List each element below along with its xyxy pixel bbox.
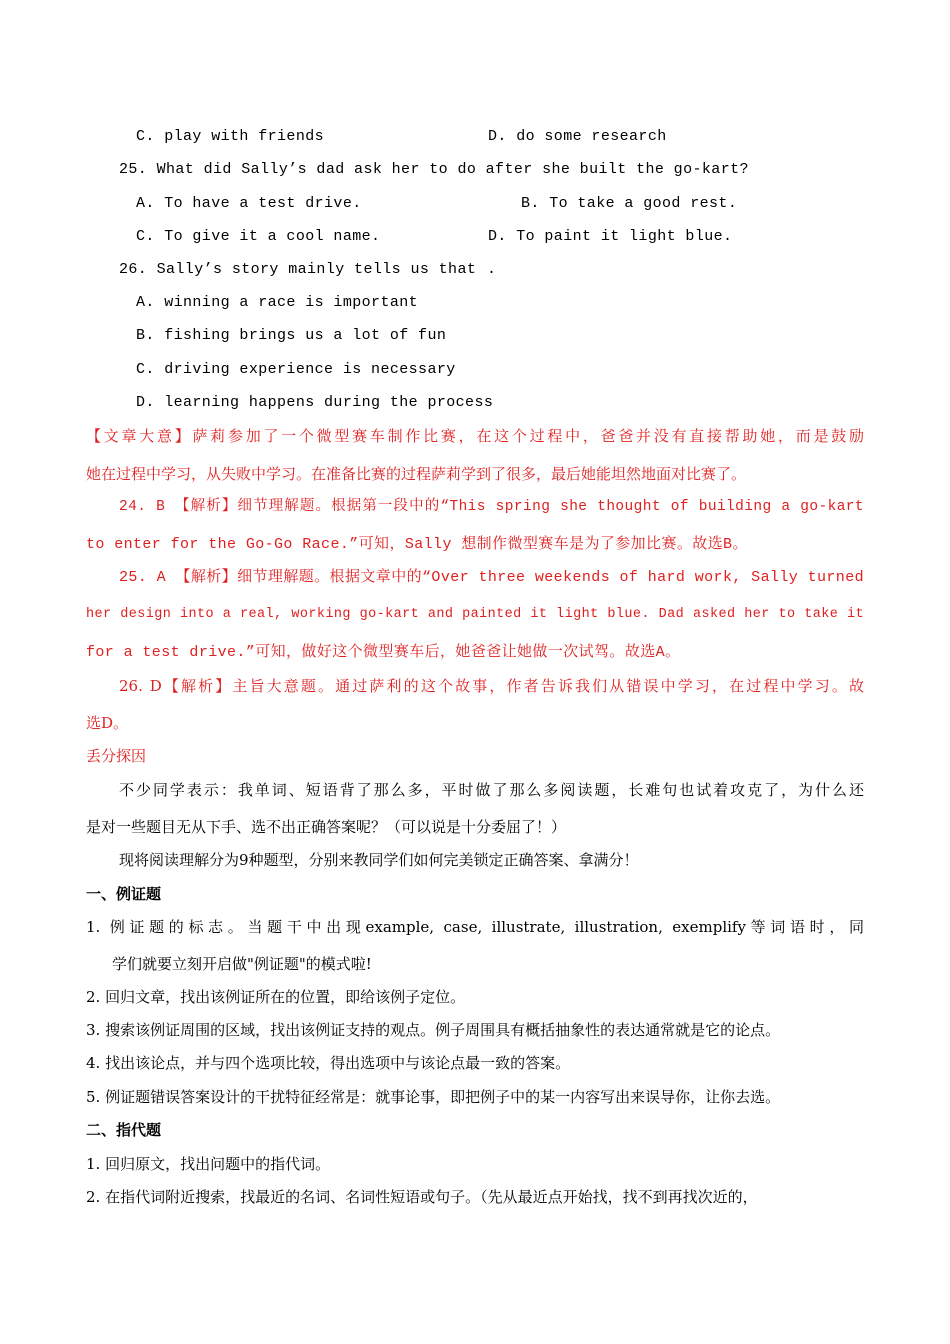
section-2-title: 二、指代题 bbox=[86, 1121, 162, 1139]
tips-heading: 丢分探因 bbox=[86, 747, 147, 765]
answer-24-line-1: 24. B 【解析】细节理解题。根据第一段中的“This spring she thought of building a go-kart bbox=[119, 499, 864, 515]
q26-option-c: C. driving experience is necessary bbox=[136, 361, 456, 378]
answer-25-line-1: 25. A 【解析】细节理解题。根据文章中的“Over three weekends of hard work, Sally turned bbox=[119, 569, 864, 586]
q26-blank-end: . bbox=[487, 261, 497, 278]
q25-option-b: B. To take a good rest. bbox=[521, 195, 738, 212]
section-2-item-2: 2. 在指代词附近搜索，找最近的名词、名词性短语或句子。（先从最近点开始找，找不到再找次近的， bbox=[86, 1188, 758, 1206]
section-1-title: 一、例证题 bbox=[86, 885, 162, 903]
tips-intro-line-1: 不少同学表示：我单词、短语背了那么多，平时做了那么多阅读题，长难句也试着攻克了，为什么还 bbox=[119, 781, 864, 799]
section-1-item-4: 4. 找出该论点，并与四个选项比较，得出选项中与该论点最一致的答案。 bbox=[86, 1054, 571, 1072]
q25-option-a: A. To have a test drive. bbox=[136, 195, 362, 212]
tips-intro-line-3: 现将阅读理解分为9种题型，分别来教同学们如何完美锁定正确答案、拿满分！ bbox=[119, 851, 639, 869]
summary-line-1: 【文章大意】萨莉参加了一个微型赛车制作比赛，在这个过程中，爸爸并没有直接帮助她，而是鼓励 bbox=[86, 427, 864, 445]
section-1-item-3: 3. 搜索该例证周围的区域，找出该例证支持的观点。例子周围具有概括抽象性的表达通常就是它的论点。 bbox=[86, 1021, 781, 1039]
section-1-item-5: 5. 例证题错误答案设计的干扰特征经常是：就事论事，即把例子中的某一内容写出来误导你，让你去选。 bbox=[86, 1088, 781, 1106]
q25-stem: 25. What did Sally’s dad ask her to do after she built the go-kart? bbox=[119, 161, 749, 178]
answer-26-line-1: 26. D【解析】主旨大意题。通过萨利的这个故事，作者告诉我们从错误中学习，在过程中学习。故 bbox=[119, 677, 864, 695]
section-1-item-1-line-1: 1. 例证题的标志。当题干中出现example, case, illustrate, illustration, exemplify等词语时，同 bbox=[86, 918, 864, 936]
summary-line-2: 她在过程中学习，从失败中学习。在准备比赛的过程萨莉学到了很多，最后她能坦然地面对比赛了。 bbox=[86, 465, 747, 483]
section-1-item-1-line-2: 学们就要立刻开启做"例证题"的模式啦! bbox=[112, 955, 372, 973]
q24-option-c: C. play with friends bbox=[136, 128, 325, 145]
q26-option-a: A. winning a race is important bbox=[136, 294, 419, 311]
answer-25-line-2: her design into a real, working go-kart and painted it light blue. Dad asked her to take it bbox=[86, 607, 864, 622]
q24-option-d: D. do some research bbox=[488, 128, 667, 145]
section-2-item-1: 1. 回归原文，找出问题中的指代词。 bbox=[86, 1155, 331, 1173]
answer-25-line-3: for a test drive.”可知，做好这个微型赛车后，她爸爸让她做一次试驾。故选A。 bbox=[86, 644, 681, 661]
answer-26-line-2: 选D。 bbox=[86, 714, 129, 732]
section-1-item-2: 2. 回归文章，找出该例证所在的位置，即给该例子定位。 bbox=[86, 988, 466, 1006]
q26-option-d: D. learning happens during the process bbox=[136, 394, 494, 411]
q26-option-b: B. fishing brings us a lot of fun bbox=[136, 327, 447, 344]
q25-option-c: C. To give it a cool name. bbox=[136, 228, 381, 245]
q25-option-d: D. To paint it light blue. bbox=[488, 228, 733, 245]
tips-intro-line-2: 是对一些题目无从下手、选不出正确答案呢？（可以说是十分委屈了！） bbox=[86, 818, 567, 836]
q26-stem: 26. Sally’s story mainly tells us that bbox=[119, 261, 477, 278]
answer-24-line-2: to enter for the Go-Go Race.”可知，Sally 想制作微型赛车是为了参加比赛。故选B。 bbox=[86, 536, 748, 553]
